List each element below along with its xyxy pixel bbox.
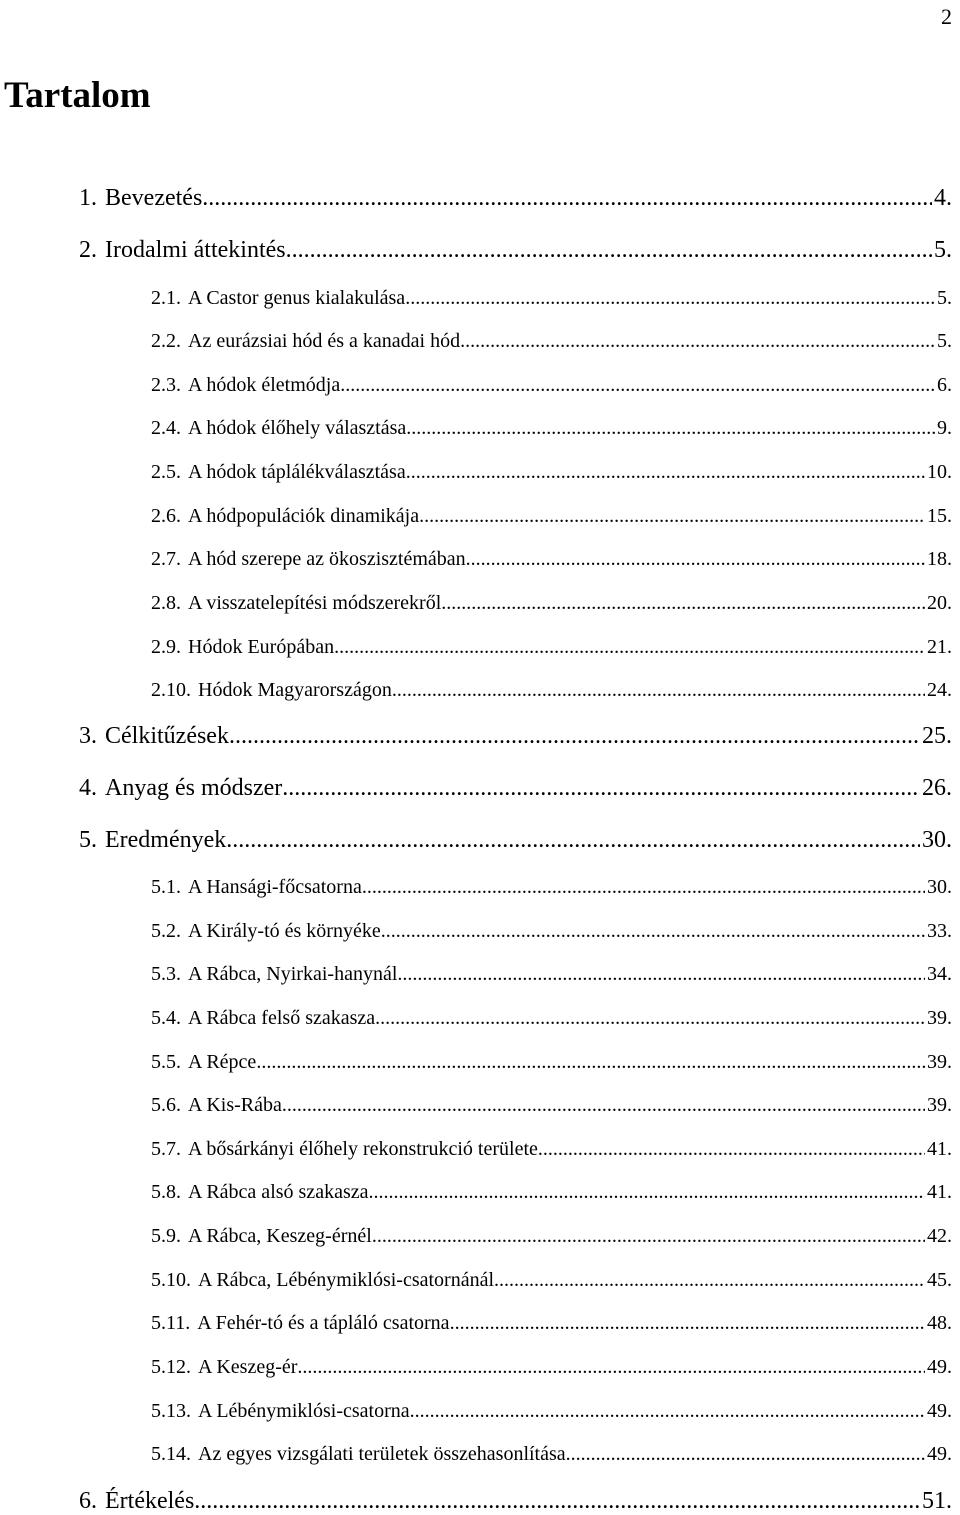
toc-entry-page: 4. xyxy=(934,185,952,211)
toc-entry-title: A Répce xyxy=(188,1051,257,1073)
toc-entry-number: 2.7. xyxy=(151,548,181,570)
toc-entry-title: A hódpopulációk dinamikája xyxy=(188,505,420,527)
toc-entry-page: 21. xyxy=(927,636,952,658)
toc-entry-page: 34. xyxy=(927,963,952,985)
toc-entry-title: A Keszeg-ér xyxy=(198,1356,298,1378)
toc-entry-page: 51. xyxy=(922,1488,952,1514)
toc-entry[interactable] xyxy=(151,1313,952,1333)
toc-entry-page: 25. xyxy=(922,723,952,749)
toc-entry-title: Hódok Magyarországon xyxy=(198,679,392,701)
toc-dot-leader xyxy=(334,637,925,657)
toc-entry-number: 6. xyxy=(79,1488,97,1514)
toc-dot-leader xyxy=(410,1401,925,1421)
toc-entry-number: 5.1. xyxy=(151,876,181,898)
toc-entry-number: 5.6. xyxy=(151,1094,181,1116)
toc-entry[interactable] xyxy=(151,1270,952,1290)
toc-entry-title: A Kis-Rába xyxy=(188,1094,282,1116)
toc-dot-leader xyxy=(397,964,925,984)
toc-entry[interactable] xyxy=(151,1182,952,1202)
toc-entry-number: 2.9. xyxy=(151,636,181,658)
toc-entry-number: 5.11. xyxy=(151,1312,191,1334)
toc-entry-number: 2.6. xyxy=(151,505,181,527)
toc-dot-leader xyxy=(381,921,925,941)
toc-entry-page: 45. xyxy=(927,1269,952,1291)
toc-entry-number: 5.9. xyxy=(151,1225,181,1247)
toc-entry-number: 2.8. xyxy=(151,592,181,614)
toc-entry-title: A Castor genus kialakulása xyxy=(188,287,406,309)
toc-entry[interactable] xyxy=(79,186,952,210)
toc-dot-leader xyxy=(282,776,920,800)
toc-entry-number: 5.12. xyxy=(151,1356,191,1378)
toc-entry-page: 33. xyxy=(927,920,952,942)
toc-entry-title: Eredmények xyxy=(105,827,227,853)
toc-dot-leader xyxy=(392,680,925,700)
toc-entry-number: 2.2. xyxy=(151,330,181,352)
toc-entry-title: Az eurázsiai hód és a kanadai hód xyxy=(188,330,461,352)
toc-entry-title: A Hansági-főcsatorna xyxy=(188,876,362,898)
toc-entry-title: Értékelés xyxy=(105,1488,195,1514)
toc-entry[interactable] xyxy=(79,724,952,748)
toc-entry-title: A hód szerepe az ökoszisztémában xyxy=(188,548,466,570)
toc-entry-page: 48. xyxy=(927,1312,952,1334)
toc-entry-title: A visszatelepítési módszerekről xyxy=(188,592,442,614)
toc-dot-leader xyxy=(226,828,920,852)
page-title: Tartalom xyxy=(4,75,151,116)
toc-entry[interactable] xyxy=(151,1008,952,1028)
toc-dot-leader xyxy=(297,1357,925,1377)
toc-entry-title: A Király-tó és környéke xyxy=(188,920,381,942)
toc-entry-page: 20. xyxy=(927,592,952,614)
toc-entry-number: 5.4. xyxy=(151,1007,181,1029)
toc-entry[interactable] xyxy=(151,1052,952,1072)
toc-entry[interactable] xyxy=(151,877,952,897)
toc-entry-title: A hódok táplálékválasztása xyxy=(188,461,406,483)
toc-entry-number: 5.14. xyxy=(151,1443,191,1465)
toc-entry-page: 26. xyxy=(922,775,952,801)
toc-entry[interactable] xyxy=(151,1226,952,1246)
toc-entry-title: A Rábca felső szakasza xyxy=(188,1007,376,1029)
toc-entry[interactable] xyxy=(151,375,952,395)
toc-entry-title: A Rábca, Keszeg-érnél xyxy=(188,1225,372,1247)
toc-entry-number: 2.5. xyxy=(151,461,181,483)
toc-entry[interactable] xyxy=(151,288,952,308)
toc-dot-leader xyxy=(256,1052,925,1072)
toc-entry[interactable] xyxy=(151,1095,952,1115)
toc-entry-page: 5. xyxy=(934,237,952,263)
toc-entry-page: 18. xyxy=(927,548,952,570)
toc-entry-number: 2.1. xyxy=(151,287,181,309)
toc-entry-number: 5.5. xyxy=(151,1051,181,1073)
toc-entry-page: 39. xyxy=(927,1051,952,1073)
toc-entry[interactable] xyxy=(151,680,952,700)
toc-dot-leader xyxy=(566,1444,925,1464)
toc-dot-leader xyxy=(460,331,935,351)
toc-entry[interactable] xyxy=(151,549,952,569)
toc-entry[interactable] xyxy=(151,1444,952,1464)
toc-dot-leader xyxy=(441,593,925,613)
toc-dot-leader xyxy=(406,418,935,438)
toc-entry-title: A Rábca alsó szakasza xyxy=(188,1181,369,1203)
toc-entry-page: 5. xyxy=(937,287,952,309)
toc-entry[interactable] xyxy=(151,418,952,438)
toc-dot-leader xyxy=(194,1489,920,1513)
toc-entry-page: 15. xyxy=(927,505,952,527)
toc-entry-title: A Rábca, Nyirkai-hanynál xyxy=(188,963,398,985)
toc-entry-title: A Rábca, Lébénymiklósi-csatornánál xyxy=(198,1269,495,1291)
toc-entry[interactable] xyxy=(151,637,952,657)
toc-entry-title: A bősárkányi élőhely rekonstrukció területe xyxy=(188,1138,538,1160)
toc-entry-number: 5.7. xyxy=(151,1138,181,1160)
toc-entry[interactable] xyxy=(79,238,952,262)
toc-entry-page: 39. xyxy=(927,1007,952,1029)
toc-dot-leader xyxy=(466,549,925,569)
toc-entry-title: A hódok élőhely választása xyxy=(188,417,407,439)
toc-entry[interactable] xyxy=(79,776,952,800)
toc-entry-title: Az egyes vizsgálati területek összehasonlítása xyxy=(198,1443,566,1465)
toc-entry-number: 1. xyxy=(79,185,97,211)
toc-entry-title: A Fehér-tó és a tápláló csatorna xyxy=(197,1312,450,1334)
toc-entry-number: 3. xyxy=(79,723,97,749)
toc-entry-title: Célkitűzések xyxy=(105,723,229,749)
toc-dot-leader xyxy=(419,506,925,526)
toc-entry-number: 5. xyxy=(79,827,97,853)
toc-dot-leader xyxy=(494,1270,925,1290)
toc-dot-leader xyxy=(368,1182,925,1202)
toc-entry-number: 5.13. xyxy=(151,1400,191,1422)
toc-entry[interactable] xyxy=(79,828,952,852)
toc-entry[interactable] xyxy=(151,331,952,351)
toc-dot-leader xyxy=(362,877,925,897)
toc-entry-page: 42. xyxy=(927,1225,952,1247)
toc-entry-number: 5.10. xyxy=(151,1269,191,1291)
toc-entry-page: 10. xyxy=(927,461,952,483)
toc-entry[interactable] xyxy=(79,1489,952,1513)
toc-entry[interactable] xyxy=(151,964,952,984)
toc-dot-leader xyxy=(340,375,935,395)
page-number: 2 xyxy=(941,4,952,29)
toc-entry-page: 49. xyxy=(927,1443,952,1465)
toc-dot-leader xyxy=(538,1139,925,1159)
toc-entry-page: 39. xyxy=(927,1094,952,1116)
toc-dot-leader xyxy=(405,288,935,308)
toc-entry-number: 2. xyxy=(79,237,97,263)
toc-entry-title: A hódok életmódja xyxy=(188,374,341,396)
toc-entry-page: 49. xyxy=(927,1400,952,1422)
toc-entry[interactable] xyxy=(151,1401,952,1421)
toc-dot-leader xyxy=(282,1095,925,1115)
toc-entry-page: 30. xyxy=(927,876,952,898)
toc-entry-number: 2.10. xyxy=(151,679,191,701)
toc-dot-leader xyxy=(450,1313,925,1333)
toc-dot-leader xyxy=(286,238,932,262)
toc-entry-title: Hódok Európában xyxy=(188,636,335,658)
toc-entry-number: 2.4. xyxy=(151,417,181,439)
toc-entry[interactable] xyxy=(151,921,952,941)
toc-entry[interactable] xyxy=(151,506,952,526)
toc-entry-title: A Lébénymiklósi-csatorna xyxy=(198,1400,410,1422)
toc-entry-number: 5.8. xyxy=(151,1181,181,1203)
toc-dot-leader xyxy=(375,1008,925,1028)
toc-entry-page: 49. xyxy=(927,1356,952,1378)
toc-entry[interactable] xyxy=(151,462,952,482)
toc-entry[interactable] xyxy=(151,1357,952,1377)
toc-entry-number: 4. xyxy=(79,775,97,801)
toc-entry-title: Irodalmi áttekintés xyxy=(105,237,286,263)
toc-entry[interactable] xyxy=(151,593,952,613)
toc-dot-leader xyxy=(229,724,920,748)
toc-entry-title: Bevezetés xyxy=(105,185,203,211)
toc-entry-page: 5. xyxy=(937,330,952,352)
toc-entry-number: 5.2. xyxy=(151,920,181,942)
toc-dot-leader xyxy=(406,462,925,482)
toc-entry-number: 5.3. xyxy=(151,963,181,985)
toc-entry-page: 30. xyxy=(922,827,952,853)
toc-entry-number: 2.3. xyxy=(151,374,181,396)
toc-entry-page: 6. xyxy=(937,374,952,396)
toc-entry-page: 9. xyxy=(937,417,952,439)
toc-entry-page: 41. xyxy=(927,1138,952,1160)
toc-entry-page: 24. xyxy=(927,679,952,701)
toc-entry-page: 41. xyxy=(927,1181,952,1203)
toc-dot-leader xyxy=(372,1226,925,1246)
toc-entry[interactable] xyxy=(151,1139,952,1159)
toc-entry-title: Anyag és módszer xyxy=(105,775,283,801)
toc-dot-leader xyxy=(202,186,932,210)
